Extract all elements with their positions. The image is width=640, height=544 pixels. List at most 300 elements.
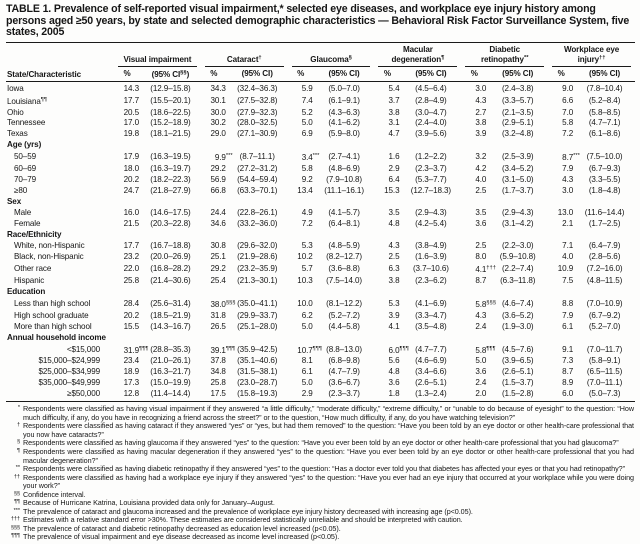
pct-cell: 7.1 [562,240,574,250]
pct-cell: 5.8 [562,118,574,128]
row-label: 50–59 [14,152,37,162]
footnote-text: Respondents were classified as having had a workplace eye injury if they answered “yes” to the question: “Have you ever had an eye injury that occurred at your workplace while you were doing your work?” [23,472,634,491]
ci-cell: (31.5–38.1) [237,367,278,377]
table-row [6,367,635,378]
ci-cell: (18.6–22.5) [150,107,191,117]
superscript-marker: §§ [180,69,187,76]
pct-cell: 10.0 [297,298,313,308]
column-group-label: Cataract† [205,54,284,66]
pct-cell: 21.5 [123,219,140,229]
ci-cell: (5.0–7.0) [328,83,360,93]
pct-cell: 17.0 [123,118,140,128]
ci-cell: (16.7–18.8) [150,240,191,250]
pct-cell: 25.1 [210,251,226,261]
pct-cell: 18.9 [123,367,140,377]
pct-cell: 29.2 [210,263,226,273]
column-group-label: Visual impairment [118,55,197,66]
ci-cell: (23.2–35.9) [237,263,278,273]
footnote-marker: *** [13,507,20,514]
ci-cell: (2.3–6.2) [415,275,447,285]
ci-cell: (29.9–33.7) [237,310,278,320]
table-row [6,175,635,186]
ci-cell: (15.8–19.3) [227,389,288,401]
ci-cell: (2.6–5.1) [501,367,534,377]
ci-cell: (22.8–26.1) [237,208,278,218]
pct-cell: 7.4 [301,95,313,105]
pct-cell: 28.4 [123,298,140,308]
ci-cell: (3.3–4.7) [415,310,447,320]
pct-cell: 26.5 [210,321,226,331]
pct-cell: 14.3 [123,83,140,93]
pct-cell: 5.0 [301,118,313,128]
table-row [6,95,635,108]
ci-cell: (54.4–59.4) [237,175,278,185]
footnote [6,533,635,542]
pct-cell: 3.5 [475,208,487,218]
ci-cell: (16.3–19.7) [150,164,191,174]
pct-cell: 3.9 [475,129,487,139]
ci-cell: (23.0–28.7) [237,378,278,388]
row-label: ≥80 [14,186,28,196]
ci-cell: (4.5–6.4) [415,83,447,93]
ci-cell: (1.7–3.7) [501,186,534,196]
footnote-marker: ¶¶¶ [11,533,20,540]
footnote-text: Respondents were classified as having cataract if they answered “yes” or “yes, but had them removed” to the question: “Have you been told by an eye doctor or other health-care professional that you now have cataracts?” [23,421,634,439]
ci-cell: (21.3–30.1) [237,275,278,285]
section-row [6,140,635,151]
ci-cell: (7.0–11.1) [586,378,623,388]
pct-cell: 66.8 [210,186,226,196]
pct-cell: 7.2 [301,219,313,229]
pct-cell: 7.2 [562,129,574,139]
ci-cell: (12.7–18.3) [410,186,452,196]
pct-cell: 10.3 [297,275,313,285]
pct-cell: 5.0 [301,321,313,331]
ci-cell: (27.2–31.2) [237,164,278,174]
ci-cell: (3.1–4.2) [501,219,534,229]
ci-cell: (35.9–42.5) [237,344,278,354]
ci-cell: (5.3–7.7) [415,175,447,185]
ci-cell: (6.3–11.8) [500,275,536,285]
pct-cell: 10.7¶¶¶ [297,345,322,355]
pct-cell: 4.3 [388,240,400,250]
ci-cell: (6.7–9.3) [588,164,621,174]
pct-cell: 9.9*** [214,153,233,163]
pct-cell: 8.9 [562,378,574,388]
ci-cell: (35.1–40.6) [237,356,278,366]
ci-cell: (11.6–14.4) [584,208,625,218]
pct-cell: 4.8 [388,219,400,229]
pct-cell: 6.0 [548,389,574,401]
ci-cell: (7.0–11.7) [586,344,623,354]
row-label: Ohio [7,107,24,117]
row-label: More than high school [14,321,92,331]
pct-cell: 20.5 [123,107,140,117]
pct-cell: 9.0 [562,83,574,93]
pct-cell: 17.9 [123,152,140,162]
pct-cell: 5.4 [388,83,400,93]
footnote-marker: * [17,405,20,412]
pct-cell: 3.8 [388,275,400,285]
pct-cell: 5.8§§§ [475,299,496,309]
ci-cell: (3.0–4.7) [415,107,447,117]
ci-cell: (2.9–4.3) [415,208,447,218]
pct-cell: 4.1 [388,321,400,331]
pct-cell: 3.9 [388,310,400,320]
column-group-label: Workplace eye injury†† [552,45,631,67]
ci-cell: (4.8–11.5) [586,275,623,285]
pct-cell: 9.2 [301,175,313,185]
ci-cell: (7.2–16.0) [586,263,623,273]
ci-cell: (33.2–36.0) [237,219,278,229]
ci-cell: (2.3–3.7) [314,389,375,401]
pct-cell: 13.4 [297,186,313,196]
pct-cell: 2.9 [388,164,400,174]
pct-cell: 30.8 [210,240,226,250]
pct-cell: 6.2 [301,310,313,320]
pct-cell: 3.8 [388,107,400,117]
pct-cell: 7.0 [562,107,574,117]
table-row [6,118,635,129]
pct-cell: 6.0¶¶¶ [388,345,409,355]
table-title: TABLE 1. Prevalence of self-reported visual impairment,* selected eye diseases, and workplace eye injury history among persons aged ≥50 years, by state and selected demographic characteristics — Behavioral Risk Factor Surveillance System, five states, 2005 [6,3,630,39]
superscript-marker: † [258,55,262,62]
section-label: Race/Ethnicity [7,229,62,239]
ci-cell: (2.2–3.0) [501,240,534,250]
pct-cell: 34.6 [210,219,226,229]
row-label: Other race [14,263,52,273]
pct-cell: 4.0 [475,175,487,185]
footnote-marker: ††† [10,516,20,523]
pct-cell: 5.9 [301,83,313,93]
section-row [6,197,635,208]
ci-cell: (4.3–6.3) [328,107,360,117]
pct-cell: 6.6 [562,95,574,105]
pct-cell: 17.5 [201,389,227,401]
pct-cell: 6.4 [388,175,400,185]
row-label: 60–69 [14,164,37,174]
column-group-header [548,42,635,66]
ci-cell: (35.0–41.1) [237,298,278,308]
ci-cell: (25.6–31.4) [150,298,191,308]
pct-cell: 1.6 [388,152,400,162]
pct-cell: 17.7 [123,95,140,105]
ci-cell: (11.1–16.1) [324,186,364,196]
pct-cell: 7.9 [562,164,574,174]
ci-cell: (6.4–7.9) [588,240,621,250]
ci-cell: (28.8–35.3) [150,344,191,354]
table-row [6,129,635,140]
ci-cell: (4.1–6.9) [415,298,447,308]
ci-cell: (3.7–10.6) [412,263,449,273]
ci-cell: (2.8–5.6) [588,251,621,261]
table-row [6,252,635,263]
pct-cell: 7.9 [562,310,574,320]
ci-cell: (4.7–7.7) [415,344,447,354]
pct-cell: 23.4 [123,356,140,366]
ci-cell: (21.0–26.1) [150,356,191,366]
superscript-marker: ** [523,55,529,62]
column-group-header [288,42,375,66]
table-row [6,344,635,357]
footnote-text: Because of Hurricane Katrina, Louisiana provided data only for January–August. [23,498,275,508]
table-header [6,42,635,81]
footnote-text: Respondents were classified as having visual impairment if they answered “a little difficulty,” “moderate difficulty,” “extreme difficulty,” or “unable to do because of eyesight” to the question: “How much difficulty, if any, do you have in recognizing a friend across the street?” or to the question, “How much difficulty, if any, do you have watching television?” [23,404,634,422]
pct-cell: 4.3 [562,175,574,185]
ci-cell: (12.9–15.8) [150,83,191,93]
ci-cell: (7.5–14.0) [326,275,363,285]
col-header-ci: (95% CI§§) [140,67,201,82]
pct-cell: 3.6 [388,378,400,388]
ci-cell: (4.8–6.9) [328,164,360,174]
pct-cell: 4.3 [475,95,487,105]
pct-cell: 1.8 [374,389,400,401]
pct-cell: 2.9 [288,389,314,401]
ci-cell: (2.9–5.1) [501,118,534,128]
ci-cell: (14.6–17.5) [150,208,191,218]
ci-cell: (5.8–8.5) [588,107,621,117]
pct-cell: 12.8 [114,389,140,401]
ci-cell: (15.0–19.9) [150,378,191,388]
ci-cell: (3.1–5.0) [501,175,534,185]
ci-cell: (1.9–3.0) [501,321,534,331]
pct-cell: 5.0 [301,378,313,388]
pct-cell: 6.9 [301,129,313,139]
table-row [6,241,635,252]
ci-cell: (21.8–27.9) [150,186,191,196]
section-label: Age (yrs) [7,140,42,150]
pct-cell: 2.0 [461,389,487,401]
pct-cell: 10.2 [297,251,313,261]
pct-cell: 7.3 [562,356,574,366]
ci-cell: (8.7–11.1) [239,152,275,162]
row-label: Texas [7,129,28,139]
pct-cell: 8.0 [475,251,487,261]
ci-cell: (1.7–2.5) [588,219,621,229]
pct-cell: 4.9 [301,208,313,218]
pct-cell: 4.1††† [475,264,496,274]
pct-cell: 20.2 [123,175,140,185]
col-header-pct: % [288,67,314,82]
pct-cell: 15.3 [384,186,400,196]
ci-cell: (5.2–7.0) [588,321,621,331]
row-label: ≥$50,000 [6,389,114,401]
pct-cell: 4.3 [475,310,487,320]
footnote-marker: ¶ [17,448,20,455]
footnote-text: Respondents were classified as having diabetic retinopathy if they answered “yes” to the question: “Has a doctor ever told you that diabetes has affected your eyes or that you had retinopathy?” [23,464,625,474]
footnote-marker: † [16,422,20,429]
pct-cell: 20.2 [123,310,140,320]
pct-cell: 3.0 [562,186,574,196]
pct-cell: 17.3 [123,378,140,388]
table-row [6,356,635,367]
pct-cell: 5.6 [388,356,400,366]
pct-cell: 4.0 [562,251,574,261]
footnote-marker: ¶¶ [14,499,20,506]
ci-cell: (3.6–6.7) [328,378,360,388]
ci-cell: (28.0–32.5) [237,118,278,128]
ci-cell: (4.7–7.9) [328,367,360,377]
ci-cell: (4.4–5.8) [328,321,360,331]
footnote-text: The prevalence of cataract and diabetic retinopathy decreased as education level increased (p<0.05). [23,523,341,533]
pct-cell: 34.8 [210,367,226,377]
pct-cell: 39.1¶¶¶ [210,345,236,355]
ci-cell: (1.3–2.4) [400,389,461,401]
state-characteristic-header: State/Characteristic [6,42,114,81]
ci-cell: (2.2–7.4) [501,263,534,273]
pct-cell: 5.2 [301,107,313,117]
pct-cell: 8.1 [301,356,313,366]
row-label: High school graduate [14,310,89,320]
ci-cell: (4.2–5.4) [415,219,447,229]
table-row [6,164,635,175]
col-header-pct: % [548,67,574,82]
row-label: $15,000–$24,999 [38,356,101,366]
ci-cell: (2.8–4.9) [415,95,447,105]
pct-cell: 2.5 [475,240,487,250]
column-group-header [201,42,288,66]
section-row [6,287,635,298]
ci-cell: (6.7–9.2) [588,310,621,320]
ci-cell: (2.1–3.5) [501,107,534,117]
pct-cell: 2.7 [475,107,487,117]
section-row [6,230,635,241]
pct-cell: 3.0 [475,83,487,93]
pct-cell: 2.4 [475,378,487,388]
ci-cell: (29.6–32.0) [237,240,278,250]
pct-cell: 3.1 [388,118,400,128]
ci-cell: (1.5–2.8) [487,389,548,401]
row-label: White, non-Hispanic [14,240,85,250]
row-label: Iowa [7,83,24,93]
table-row [6,378,635,389]
footnotes [6,405,635,542]
footnote [6,474,635,491]
table-row [6,186,635,197]
col-header-pct: % [201,67,227,82]
ci-cell: (5.2–8.4) [588,95,621,105]
superscript-marker: ¶¶ [40,96,47,103]
pct-cell: 2.1 [562,219,574,229]
pct-cell: 8.8 [562,298,574,308]
ci-cell: (8.2–12.7) [326,251,363,261]
pct-cell: 8.7 [562,367,574,377]
row-label: Louisiana¶¶ [7,96,47,106]
ci-cell: (3.5–4.8) [415,321,447,331]
column-group-label: Glaucoma§ [292,54,371,66]
ci-cell: (6.1–9.1) [328,95,360,105]
ci-cell: (1.8–4.8) [588,186,621,196]
ci-cell: (21.4–30.6) [150,275,191,285]
ci-cell: (3.2–4.8) [501,129,534,139]
pct-cell: 37.8 [210,356,226,366]
col-header-ci: (95% CI) [487,67,548,82]
ci-cell: (8.8–13.0) [326,344,363,354]
superscript-marker: § [348,55,352,62]
pct-cell: 3.4*** [301,153,320,163]
ci-cell: (7.9–10.8) [326,175,363,185]
footnote [6,448,635,465]
pct-cell: 10.9 [557,263,574,273]
ci-cell: (5.0–7.3) [574,389,635,401]
ci-cell: (3.4–6.6) [415,367,447,377]
ci-cell: (15.2–18.9) [150,118,191,128]
pct-cell: 30.2 [210,118,226,128]
col-header-ci: (95% CI) [314,67,375,82]
ci-cell: (8.1–12.2) [326,298,363,308]
section-label: Annual household income [7,332,106,342]
row-label: Female [14,219,41,229]
ci-cell: (4.7–7.1) [588,118,621,128]
footnote [6,405,635,422]
ci-cell: (18.1–21.5) [150,129,191,139]
ci-cell: (5.9–10.8) [499,251,536,261]
pct-cell: 30.0 [210,107,226,117]
data-table [6,42,635,403]
row-label: Male [14,208,32,218]
col-header-ci: (95% CI) [227,67,288,82]
pct-cell: 6.3 [388,263,400,273]
ci-cell: (6.8–9.8) [328,356,360,366]
ci-cell: (2.4–3.8) [501,83,534,93]
col-header-pct: % [114,67,140,82]
ci-cell: (18.2–22.3) [150,175,191,185]
row-label: Less than high school [14,298,91,308]
pct-cell: 4.8 [388,367,400,377]
row-label: Tennessee [7,118,46,128]
pct-cell: 31.9¶¶¶ [123,345,149,355]
ci-cell: (20.3–22.8) [150,219,191,229]
row-label: <$15,000 [66,344,101,354]
ci-cell: (5.8–9.1) [588,356,621,366]
ci-cell: (5.9–8.0) [328,129,360,139]
footnote-text: The prevalence of cataract and glaucoma increased and the prevalence of workplace eye injury history decreased with increasing age (p<0.05). [23,506,473,516]
pct-cell: 19.8 [123,129,140,139]
table-row [6,276,635,287]
ci-cell: (2.7–4.1) [328,152,360,162]
ci-cell: (6.4–8.1) [328,219,360,229]
pct-cell: 29.2 [210,164,226,174]
pct-cell: 5.7 [301,263,313,273]
pct-cell: 3.2 [475,152,487,162]
pct-cell: 25.8 [123,275,140,285]
ci-cell: (27.1–30.9) [237,129,278,139]
pct-cell: 5.0 [475,356,487,366]
row-label: 70–79 [14,175,37,185]
pct-cell: 6.1 [562,321,574,331]
ci-cell: (5.2–7.2) [328,310,360,320]
footnote-text: Respondents were classified as having glaucoma if they answered “yes” to the question: “Have you ever been told by an eye doctor or other health-care professional that you had glaucoma?” [23,438,619,448]
col-header-ci: (95% CI) [574,67,635,82]
table-row [6,151,635,164]
pct-cell: 6.1 [301,367,313,377]
pct-cell: 16.0 [123,208,140,218]
row-label: Hispanic [14,275,45,285]
ci-cell: (14.3–16.7) [150,321,191,331]
section-label: Education [7,286,46,296]
row-label: $25,000–$34,999 [38,367,101,377]
ci-cell: (6.5–11.5) [586,367,623,377]
pct-cell: 29.0 [210,129,226,139]
pct-cell: 30.1 [210,95,226,105]
table-row [6,263,635,276]
ci-cell: (32.4–36.3) [237,83,278,93]
pct-cell: 7.5 [562,275,574,285]
pct-cell: 3.6 [475,219,487,229]
ci-cell: (21.9–28.6) [237,251,278,261]
ci-cell: (11.4–14.4) [140,389,201,401]
footnote-marker: §§§ [10,524,20,531]
